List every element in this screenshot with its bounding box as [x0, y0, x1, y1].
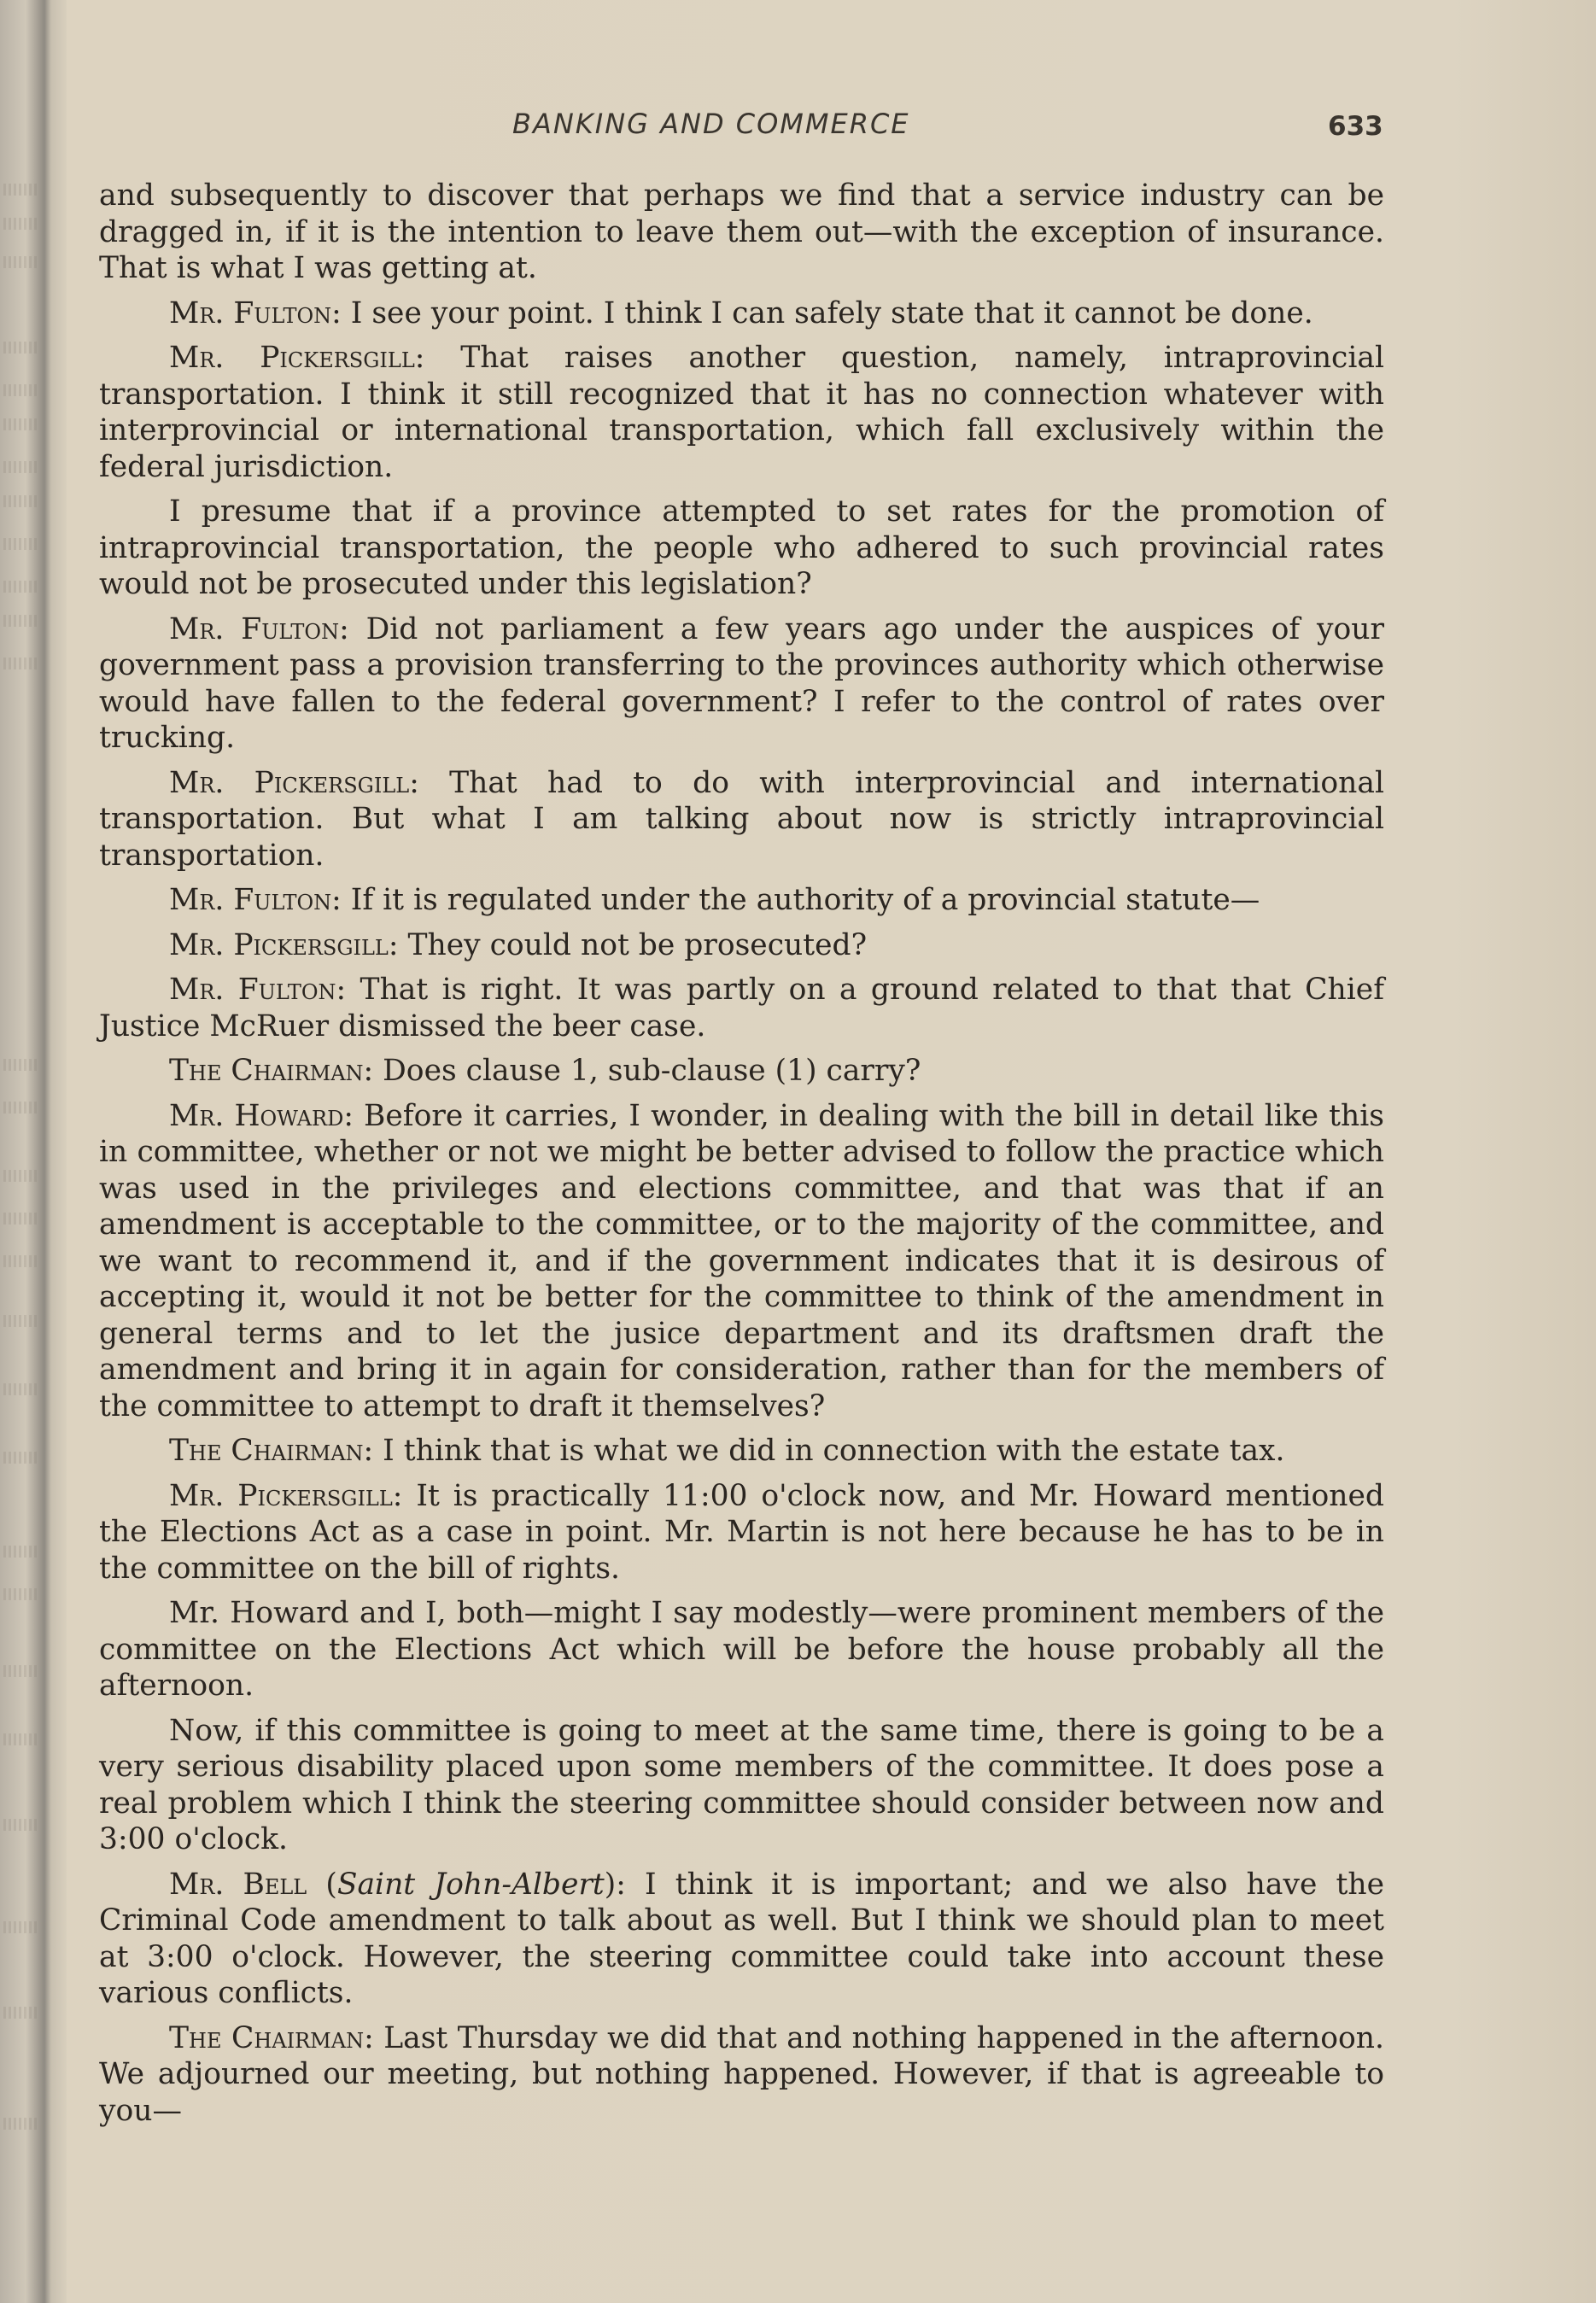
speaker-name: Mr. Pickersgill: [169, 1478, 403, 1513]
speaker-riding: Saint John-Albert [336, 1867, 605, 1902]
speaker-name: Mr. Fulton: [169, 883, 342, 917]
speaker-name: Mr. Fulton: [169, 611, 349, 646]
transcript-body [99, 178, 1384, 2137]
speaker-name: Mr. Howard: [169, 1098, 354, 1133]
speaker-name: Mr. Fulton: [169, 973, 347, 1007]
paragraph-text: I see your point. I think I can safely state that it cannot be done. [341, 295, 1313, 330]
speaker-name: Mr. Bell [169, 1867, 307, 1902]
speaker-name: The Chairman: [169, 2020, 374, 2055]
paragraph [99, 765, 1384, 874]
paragraph [99, 295, 1384, 332]
paragraph [99, 1478, 1384, 1587]
paragraph [99, 178, 1384, 287]
paragraph [99, 1595, 1384, 1704]
paragraph [99, 2020, 1384, 2130]
page-number: 633 [1328, 111, 1383, 142]
paragraph-text: Before it carries, I wonder, in dealing with the bill in detail like this in committee, whether or not we might be better advised to follow the practice which was used in the privileges and elections committee, and that was that if an amendment is acceptable to the committee, or to the majority of the committee, and we want to recommend it, and if the government indicates that it is desirous of accepting it, would it not be better for the committee to think of the amendment in general terms and to let the jusice department and its draftsmen draft the amendment and bring it in again for consideration, rather than for the members of the committee to attempt to draft it themselves? [99, 1098, 1384, 1423]
paragraph [99, 927, 1384, 964]
paragraph-text: They could not be prosecuted? [398, 927, 868, 962]
paragraph-text: I think that is what we did in connection with the estate tax. [373, 1434, 1285, 1468]
speaker-name: Mr. Pickersgill: [169, 927, 399, 962]
speaker-name: Mr. Pickersgill: [169, 341, 425, 375]
paragraph-text: That is right. It was partly on a ground related to that that Chief Justice McRuer dismissed the beer case. [99, 973, 1384, 1043]
paragraph-text: : I think it is important; and we also have the Criminal Code amendment to talk about as well. But I think we should plan to meet at 3:00 o'clock. However, the steering committee could take into account these various conflicts. [99, 1867, 1384, 2010]
speaker-name: Mr. Pickersgill: [169, 765, 419, 800]
paragraph: Mr. Bell (Saint John-Albert): I think it is important; and we also have the Criminal Code amendment to talk about as well. But I think we should plan to meet at 3:00 o'clock. However, the steering committee could take into account these various conflicts. [99, 1867, 1384, 2010]
paragraph-text: I presume that if a province attempted to set rates for the promotion of intraprovincial transportation, the people who adhered to such provincial rates would not be prosecuted under this legislation? [99, 494, 1384, 601]
speaker-name: The Chairman: [169, 1434, 374, 1468]
paragraph-text: Does clause 1, sub-clause (1) carry? [373, 1054, 921, 1088]
facing-page-bleed [0, 0, 43, 2303]
paragraph-text: That had to do with interprovincial and international transportation. But what I am talking about now is strictly intraprovincial transportation. [99, 765, 1384, 873]
running-title: BANKING AND COMMERCE [512, 108, 910, 140]
paragraph-text: That raises another question, namely, intraprovincial transportation. I think it still recognized that it has no connection whatever with interprovincial or international transportation, which fall exclusively within the federal jurisdiction. [99, 341, 1384, 484]
paragraph [99, 1433, 1384, 1470]
paragraph-text: It is practically 11:00 o'clock now, and Mr. Howard mentioned the Elections Act as a case in point. Mr. Martin is not here because he has to be in the committee on the bill of rights. [99, 1478, 1385, 1586]
paragraph-text: Last Thursday we did that and nothing happened in the afternoon. We adjourned our meeting, but nothing happened. However, if that is agreeable to you— [99, 2020, 1384, 2128]
paragraph [99, 611, 1384, 757]
paragraph-text: and subsequently to discover that perhaps we find that a service industry can be dragged in, if it is the intention to leave them out—with the exception of insurance. That is what I was getting at. [99, 178, 1384, 285]
speaker-name: Mr. Fulton: [169, 295, 342, 330]
paragraph [99, 1713, 1384, 1858]
paragraph [99, 1053, 1384, 1090]
paragraph [99, 494, 1384, 603]
paragraph-text: Now, if this committee is going to meet at the same time, there is going to be a very serious disability placed upon some members of the committee. It does pose a real problem which I think the steering committee should consider between now and 3:00 o'clock. [99, 1713, 1384, 1856]
paragraph-text: Did not parliament a few years ago under the auspices of your government pass a provision transferring to the provinces authority which otherwise would have fallen to the federal government? I refer to the control of rates over trucking. [99, 611, 1384, 755]
paragraph [99, 882, 1384, 919]
paragraph [99, 1098, 1384, 1425]
paragraph [99, 972, 1384, 1044]
speaker-name: The Chairman: [169, 1054, 374, 1088]
paragraph [99, 340, 1384, 485]
paragraph-text: Mr. Howard and I, both—might I say modestly—were prominent members of the committee on the Elections Act which will be before the house probably all the afternoon. [99, 1596, 1384, 1703]
paragraph-text: If it is regulated under the authority of a provincial statute— [341, 883, 1260, 917]
